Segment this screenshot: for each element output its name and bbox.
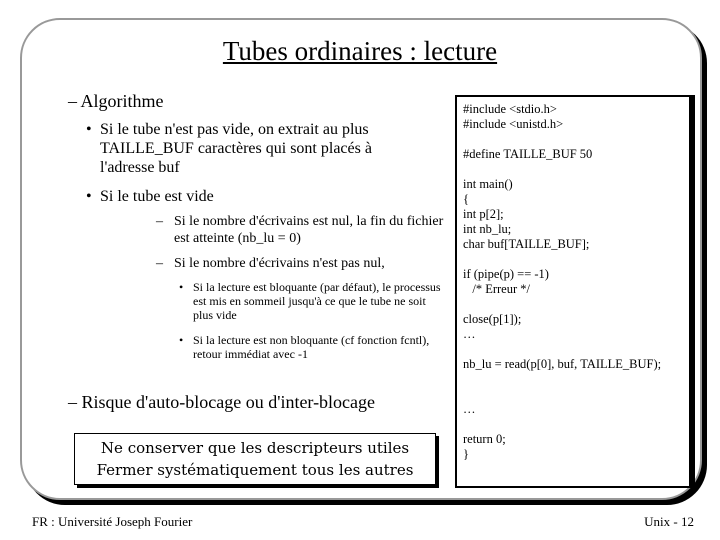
sub-sub-bullet-text: Si la lecture est bloquante (par défaut), le processus est mis en sommeil jusqu'à ce que le tube ne soit plus vide [193, 280, 441, 322]
sub-bullet-1 [156, 213, 454, 247]
code-line: … [463, 402, 476, 416]
code-line [463, 162, 683, 177]
sub-bullet-text: Si le nombre d'écrivains n'est pas nul, [174, 256, 385, 271]
code-line [463, 132, 683, 147]
code-line [463, 417, 683, 432]
code-line: int nb_lu; [463, 222, 512, 236]
code-line [463, 372, 683, 387]
bullet-1 [86, 120, 420, 177]
code-line: int p[2]; [463, 207, 504, 221]
bullet-text: Si le tube n'est pas vide, on extrait au plus TAILLE_BUF caractères qui sont placés à l'adresse buf [100, 121, 372, 176]
footer-right: Unix - 12 [644, 514, 694, 529]
note-line-2: Fermer systématiquement tous les autres [96, 461, 414, 479]
dash-icon: – [156, 256, 163, 271]
dash-icon: – [156, 214, 163, 229]
sub-bullet-text: Si le nombre d'écrivains est nul, la fin du fichier est atteinte (nb_lu = 0) [174, 214, 444, 246]
code-line: … [463, 327, 476, 341]
code-line: } [463, 447, 469, 461]
footer-left: FR : Université Joseph Fourier [32, 514, 193, 529]
sub-sub-bullet-2 [179, 333, 448, 361]
bullet-2 [86, 187, 420, 206]
code-line: #define TAILLE_BUF 50 [463, 147, 593, 161]
code-line: char buf[TAILLE_BUF]; [463, 237, 590, 251]
code-line: { [463, 192, 469, 206]
code-line [463, 297, 683, 312]
code-line [463, 387, 683, 402]
code-line: if (pipe(p) == -1) [463, 267, 549, 281]
note-box [74, 433, 436, 485]
code-line: nb_lu = read(p[0], buf, TAILLE_BUF); [463, 357, 662, 371]
sub-sub-bullet-1 [179, 280, 448, 322]
code-line: return 0; [463, 432, 506, 446]
bullet-text: Si le tube est vide [100, 188, 214, 205]
code-line [463, 342, 683, 357]
heading-risk: – Risque d'auto-blocage ou d'inter-blocage [68, 392, 376, 412]
note-line-1: Ne conserver que les descripteurs utiles [100, 439, 410, 457]
sub-bullet-2 [156, 255, 454, 272]
code-line: int main() [463, 177, 513, 191]
code-line: #include <stdio.h> [463, 102, 557, 116]
bullet-icon: • [179, 333, 184, 347]
code-line: close(p[1]); [463, 312, 522, 326]
slide-title: Tubes ordinaires : lecture [222, 36, 498, 66]
bullet-icon: • [86, 188, 92, 205]
heading-algorithme: – Algorithme [68, 91, 164, 111]
code-line [463, 252, 683, 267]
code-line: /* Erreur */ [463, 282, 530, 296]
bullet-icon: • [179, 280, 184, 294]
sub-sub-bullet-text: Si la lecture est non bloquante (cf fonction fcntl), retour immédiat avec -1 [193, 333, 430, 361]
bullet-icon: • [86, 121, 92, 138]
code-line: #include <unistd.h> [463, 117, 564, 131]
code-box [455, 95, 691, 488]
